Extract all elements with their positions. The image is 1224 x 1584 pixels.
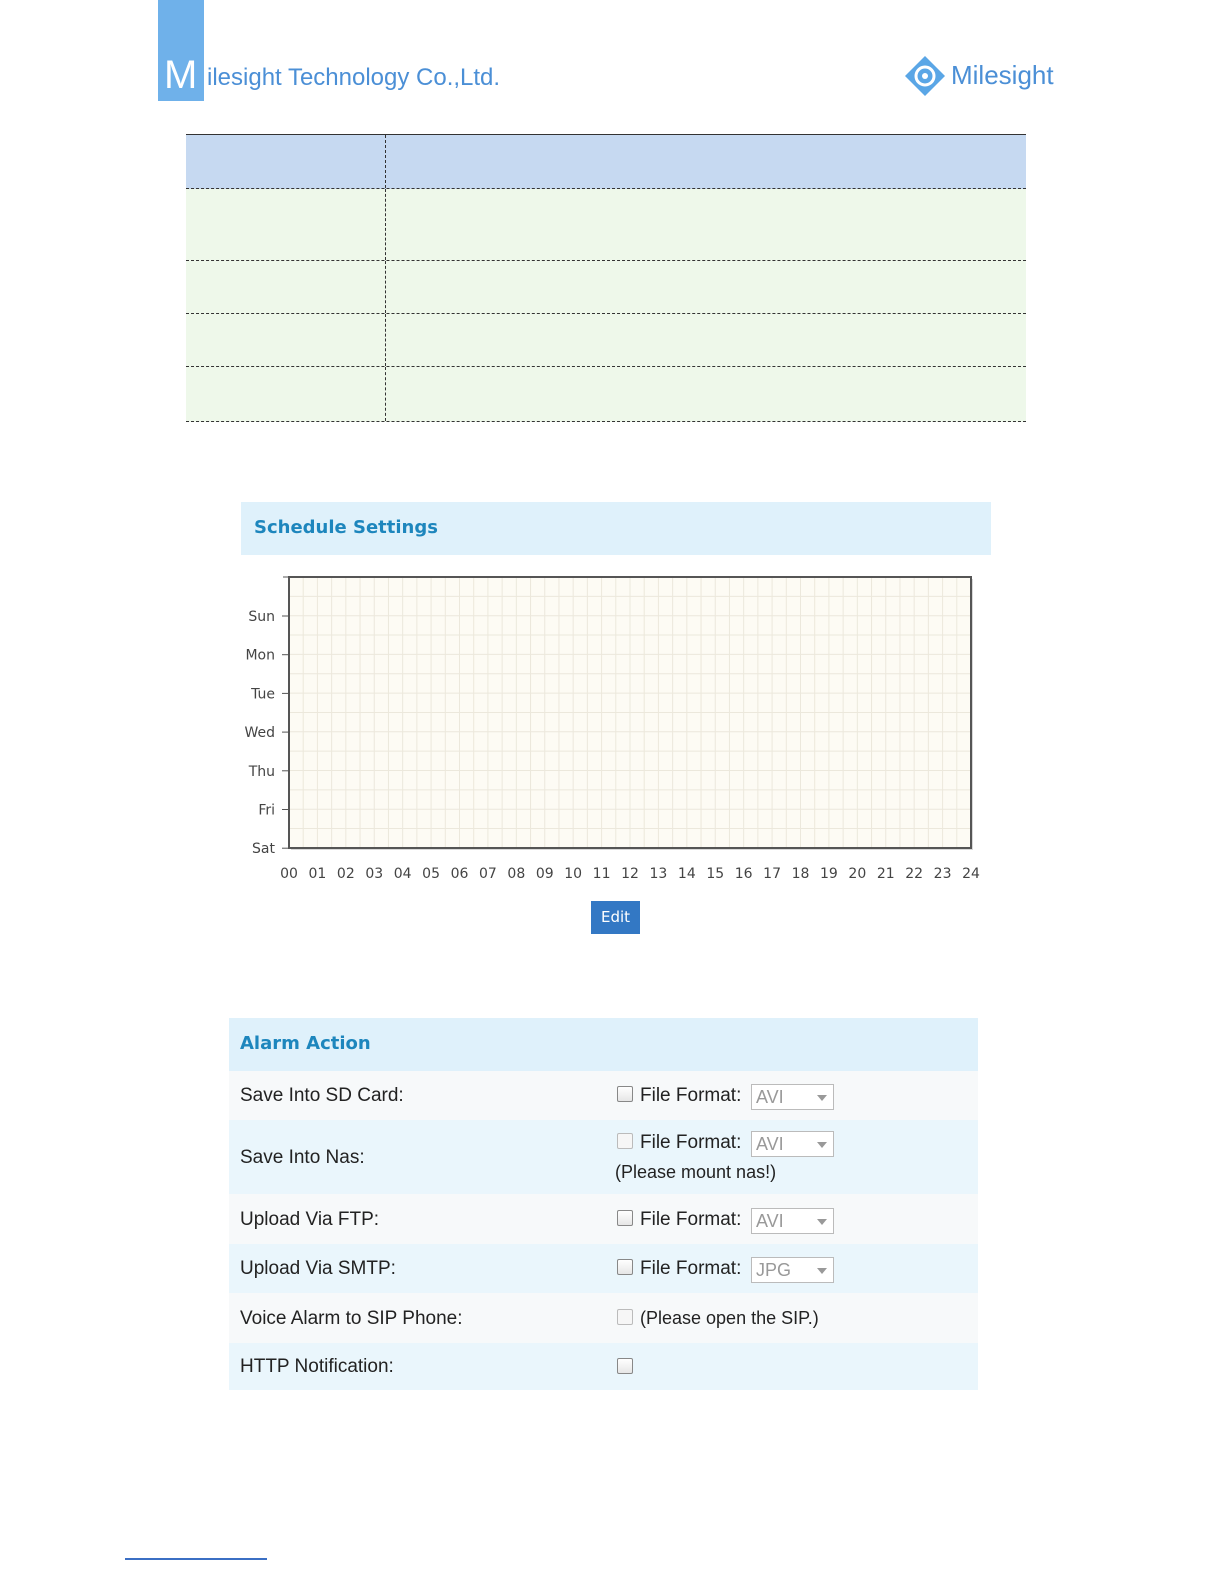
- hour-label-23: 23: [933, 866, 952, 882]
- select-value: AVI: [756, 1211, 784, 1231]
- file-format-label: File Format:: [640, 1258, 742, 1279]
- hour-label-05: 05: [422, 866, 440, 882]
- alarm-row-http: [229, 1343, 978, 1390]
- alarm-row-sd-card: [229, 1071, 978, 1120]
- nas-note: (Please mount nas!): [615, 1162, 777, 1182]
- day-label-sat: Sat: [252, 841, 275, 858]
- smtp-format-select[interactable]: [751, 1257, 834, 1283]
- hour-label-03: 03: [365, 866, 384, 882]
- hour-label-22: 22: [905, 866, 924, 882]
- hour-label-24: 24: [962, 866, 980, 882]
- hour-label-00: 00: [280, 866, 298, 882]
- file-format-label: File Format:: [640, 1085, 742, 1106]
- alarm-panel-header: [229, 1018, 978, 1071]
- select-value: AVI: [756, 1087, 784, 1107]
- alarm-action-panel: [229, 1018, 978, 1390]
- alarm-row-smtp: [229, 1244, 978, 1293]
- hour-label-18: 18: [791, 866, 810, 882]
- file-format-label: File Format:: [640, 1209, 742, 1230]
- sd-card-format-select[interactable]: [751, 1084, 834, 1110]
- ftp-checkbox[interactable]: [617, 1210, 633, 1226]
- day-label-thu: Thu: [248, 763, 275, 780]
- alarm-row-label: Upload Via SMTP:: [240, 1258, 396, 1279]
- hour-label-11: 11: [592, 866, 611, 882]
- alarm-row-label: Upload Via FTP:: [240, 1209, 380, 1230]
- day-label-fri: Fri: [258, 802, 275, 819]
- hour-label-10: 10: [564, 866, 583, 882]
- day-label-mon: Mon: [245, 647, 275, 664]
- hour-label-17: 17: [763, 866, 781, 882]
- hour-label-08: 08: [507, 866, 526, 882]
- brand-name: Milesight: [951, 60, 1054, 90]
- select-value: JPG: [756, 1260, 792, 1280]
- select-value: AVI: [756, 1134, 784, 1154]
- hour-label-07: 07: [479, 866, 497, 882]
- day-label-sun: Sun: [248, 609, 275, 625]
- schedule-title: Schedule Settings: [254, 517, 438, 538]
- alarm-title: Alarm Action: [240, 1033, 371, 1054]
- hour-label-06: 06: [450, 866, 469, 882]
- chevron-down-icon: [817, 1219, 827, 1225]
- chevron-down-icon: [817, 1095, 827, 1101]
- alarm-row-label: Save Into SD Card:: [240, 1085, 404, 1106]
- sd-card-checkbox[interactable]: [617, 1086, 633, 1102]
- alarm-row-label: HTTP Notification:: [240, 1356, 394, 1377]
- edit-button[interactable]: Edit: [591, 901, 640, 934]
- hour-label-01: 01: [308, 866, 327, 882]
- hour-label-20: 20: [848, 866, 867, 882]
- hour-label-19: 19: [820, 866, 838, 882]
- hour-label-21: 21: [876, 866, 895, 882]
- alarm-row-label: Save Into Nas:: [240, 1147, 365, 1168]
- alarm-row-sip: [229, 1293, 978, 1343]
- hour-label-15: 15: [706, 866, 725, 882]
- header-company-name: ilesight Technology Co.,Ltd.: [207, 64, 501, 91]
- hour-label-09: 09: [535, 866, 554, 882]
- chevron-down-icon: [817, 1142, 827, 1148]
- file-format-label: File Format:: [640, 1132, 742, 1153]
- sip-note: (Please open the SIP.): [640, 1308, 819, 1328]
- alarm-row-label: Voice Alarm to SIP Phone:: [240, 1308, 463, 1329]
- hour-label-13: 13: [649, 866, 668, 882]
- ftp-format-select[interactable]: [751, 1208, 834, 1234]
- hour-label-04: 04: [393, 866, 412, 882]
- header-logo-letter: M: [164, 53, 198, 97]
- day-label-wed: Wed: [244, 725, 275, 742]
- hour-label-16: 16: [734, 866, 753, 882]
- footer-link-underline: [125, 1558, 267, 1560]
- smtp-checkbox[interactable]: [617, 1259, 633, 1275]
- chevron-down-icon: [817, 1268, 827, 1274]
- alarm-row-ftp: [229, 1194, 978, 1244]
- http-checkbox[interactable]: [617, 1358, 633, 1374]
- hour-label-14: 14: [677, 866, 696, 882]
- nas-checkbox[interactable]: [617, 1133, 633, 1149]
- alarm-row-nas: [229, 1120, 978, 1194]
- nas-format-select[interactable]: [751, 1131, 834, 1157]
- sip-checkbox[interactable]: [617, 1309, 633, 1325]
- hour-label-02: 02: [336, 866, 355, 882]
- hour-label-12: 12: [621, 866, 639, 882]
- day-label-tue: Tue: [251, 686, 275, 703]
